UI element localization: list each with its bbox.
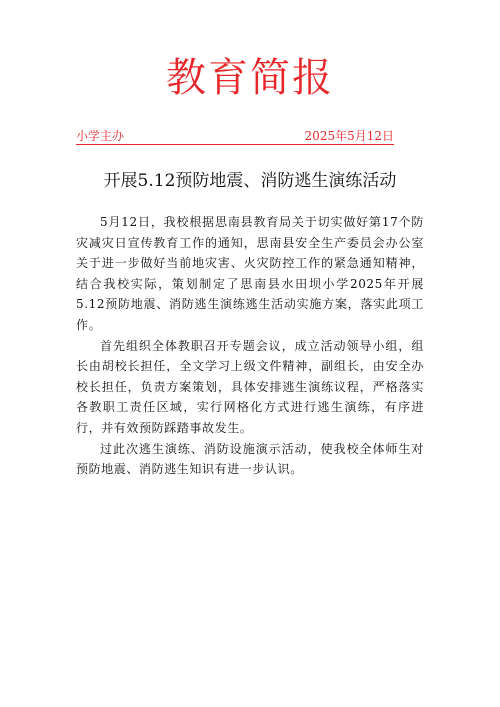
masthead-title: 教育简报	[166, 55, 334, 101]
article-body	[76, 212, 424, 480]
article-headline: 开展5.12预防地震、消防逃生演练活动	[103, 171, 397, 191]
organizer-label: 小学主办	[76, 129, 125, 143]
article-paragraph: 首先组织全体教职召开专题会议，成立活动领导小组，组长由胡校长担任，全文学习上级文件精神，副组长，由安全办校长担任，负责方案策划，具体安排逃生演练议程，严格落实各教职工责任区域，实行网格化方式进行逃生演练，有序进行，并有效预防踩踏事故发生。	[76, 338, 424, 435]
masthead-divider	[76, 144, 394, 145]
article-paragraph: 5月12日，我校根据思南县教育局关于切实做好第17个防灾减灾日宣传教育工作的通知，思南县安全生产委员会办公室关于进一步做好当前地灾害、火灾防控工作的紧急通知精神，结合我校实际，策划制定了思南县水田坝小学2025年开展5.12预防地震、消防逃生演练逃生活动实施方案，落实此项工作。	[76, 215, 424, 332]
masthead-sub-row	[76, 129, 394, 145]
issue-date: 2025年5月12日	[304, 129, 394, 143]
article-paragraph: 过此次逃生演练、消防设施演示活动，使我校全体师生对预防地震、消防逃生知识有进一步认识。	[76, 441, 424, 477]
